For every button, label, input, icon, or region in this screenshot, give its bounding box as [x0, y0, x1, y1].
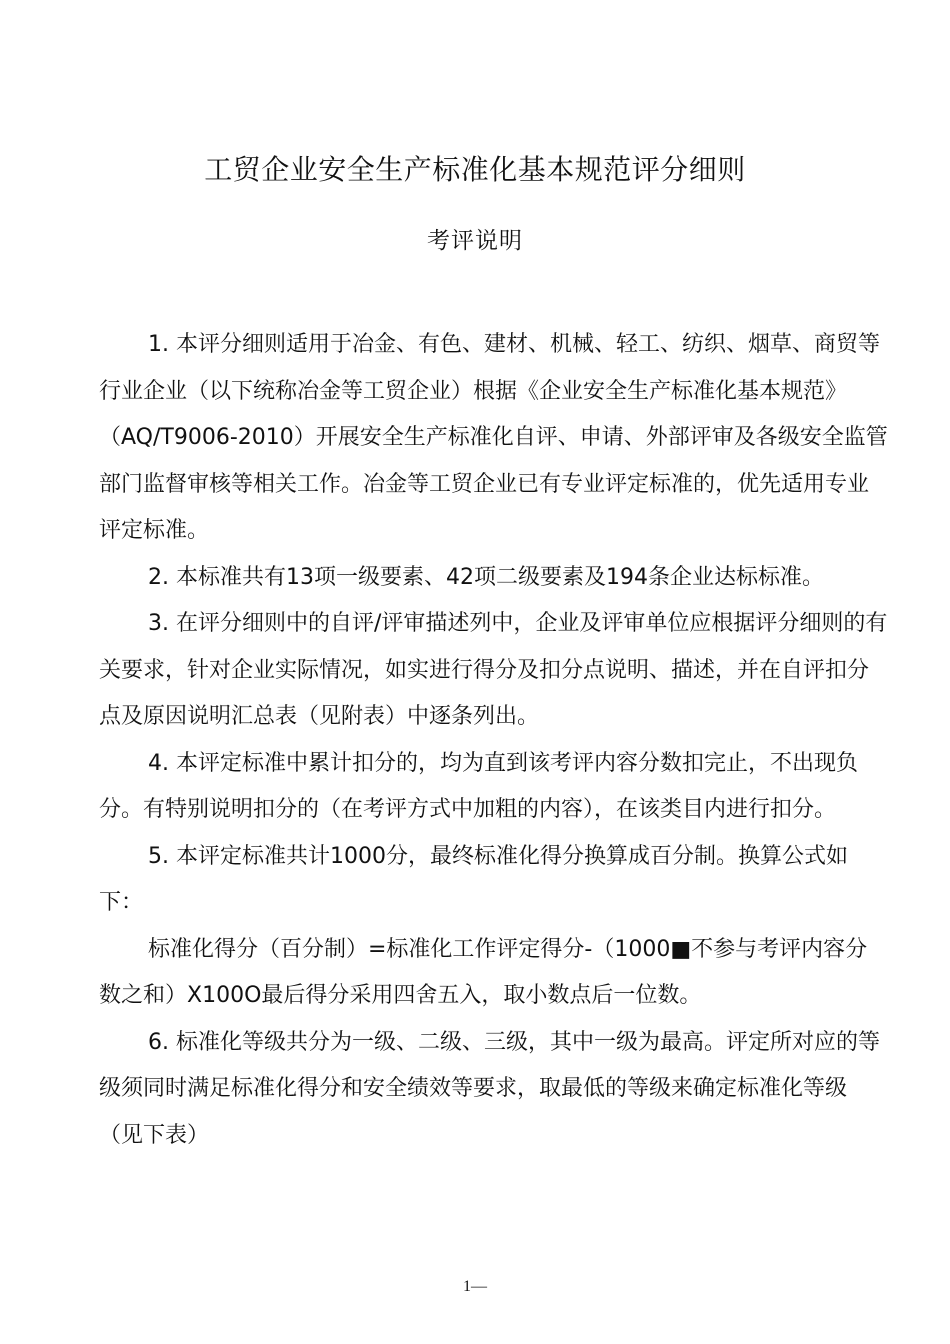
document-body [99, 322, 889, 1159]
paragraph-4: 4. 本评定标准中累计扣分的，均为直到该考评内容分数扣完止，不出现负分。有特别说明扣分的（在考评方式中加粗的内容），在该类目内进行扣分。 [99, 750, 858, 822]
paragraph-5: 5. 本评定标准共计1000分，最终标准化得分换算成百分制。换算公式如下： [99, 843, 848, 915]
paragraph-1: 1. 本评分细则适用于冶金、有色、建材、机械、轻工、纺织、烟草、商贸等行业企业（以下统称冶金等工贸企业）根据《企业安全生产标准化基本规范》（AQ/T9006-2010）开展安全生产标准化自评、申请、外部评审及各级安全监管部门监督审核等相关工作。冶金等工贸企业已有专业评定标准的，优先适用专业评定标准。 [99, 332, 888, 543]
document-title: 工贸企业安全生产标准化基本规范评分细则 [204, 153, 746, 186]
paragraph-2: 2. 本标准共有13项一级要素、42项二级要素及194条企业达标标准。 [148, 564, 824, 590]
paragraph-3: 3. 在评分细则中的自评/评审描述列中，企业及评审单位应根据评分细则的有关要求，针对企业实际情况，如实进行得分及扣分点说明、描述，并在自评扣分点及原因说明汇总表（见附表）中逐条列出。 [99, 611, 888, 729]
document-subtitle: 考评说明 [427, 228, 523, 254]
paragraph-6: 6. 标准化等级共分为一级、二级、三级，其中一级为最高。评定所对应的等级须同时满足标准化得分和安全绩效等要求，取最低的等级来确定标准化等级（见下表） [99, 1029, 880, 1148]
page-number: 1— [463, 1278, 487, 1295]
formula-paragraph: 标准化得分（百分制）=标准化工作评定得分-（1000■不参与考评内容分数之和）X100O最后得分采用四舍五入，取小数点后一位数。 [99, 936, 868, 1008]
